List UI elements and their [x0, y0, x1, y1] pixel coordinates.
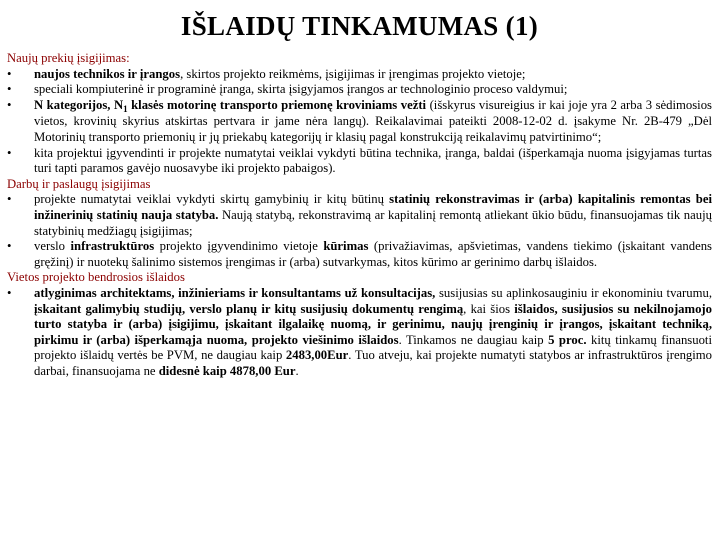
item-text: (privažiavimas, apšvietimas, vandens tiekimo (įskaitant vandens gręžinį) ir nuotekų šalinimo sistemos įrengimas ir (arba) sutvarkymas, kitos kūrimo ar gerinimo darbų išlaidos.: [34, 239, 712, 269]
bullet-icon: •: [7, 285, 12, 300]
section-heading: Naujų prekių įsigijimas:: [7, 51, 130, 65]
bold-text: infrastruktūros: [70, 239, 155, 254]
bullet-item: [7, 67, 712, 83]
item-text: verslo: [34, 239, 71, 254]
item-text: speciali kompiuterinė ir programinė įranga, skirta įsigyjamos įrangos ar technologinio proceso valdymui;: [34, 82, 568, 97]
bullet-icon: •: [7, 82, 12, 97]
bullet-icon: •: [7, 66, 12, 81]
bold-text: klasės motorinę transporto priemonę kroviniams vežti: [127, 97, 427, 112]
item-text: , skirtos projekto reikmėms, įsigijimas ir įrengimas projekto vietoje;: [180, 66, 526, 81]
item-text: . Tinkamos ne daugiau kaip: [398, 332, 549, 347]
item-text: Naują statybą, rekonstravimą ar kapitalinį remontą atliekant ūkio būdu, finansuojamas tik naujų statybinių medžiagų įsigijimas;: [34, 207, 712, 238]
item-text: kitų tinkamų finansuoti projekto išlaidų vertės be PVM, ne daugiau kaip: [34, 332, 712, 363]
item-text: kita projektui įgyvendinti ir projekte numatytai veiklai vykdyti būtina technika, įranga, baldai (išperkamąja nuoma įsigyjamas turtas turi tapti paramos gavėjo nuosavybe iki projekto pabaigos).: [34, 145, 712, 176]
item-text: projekto įgyvendinimo vietoje: [154, 239, 324, 254]
subscript-text: 1: [123, 103, 128, 114]
bullet-item: [7, 146, 712, 177]
item-text: .: [295, 363, 299, 378]
bold-text: N kategorijos, N: [34, 97, 124, 112]
bold-text: 2483,00Eur: [285, 348, 349, 363]
bullet-item: [7, 239, 712, 270]
bullet-icon: •: [7, 145, 12, 160]
section-heading: Darbų ir paslaugų įsigijimas: [7, 176, 151, 191]
bold-text: įskaitant galimybių studijų, verslo planų ir kitų susijusių dokumentų rengimą: [34, 301, 464, 316]
bold-text: naujos technikos ir įrangos: [34, 66, 181, 81]
item-text: susijusias su aplinkosauginiu ir ekonominiu tvarumu,: [435, 285, 712, 300]
bullet-item: [7, 98, 712, 146]
bold-text: atlyginimas architektams, inžinieriams ir konsultantams už konsultacijas,: [34, 285, 436, 300]
section-heading: Vietos projekto bendrosios išlaidos: [7, 270, 185, 285]
item-text: . Tuo atveju, kai projekte numatyti statybos ar infrastruktūros įrengimo darbai, finansuojama ne: [34, 348, 712, 378]
bold-text: kūrimas: [323, 239, 369, 254]
bullet-icon: •: [7, 239, 12, 254]
bullet-icon: •: [7, 192, 12, 207]
bold-text: statinių rekonstravimas ir (arba) kapitalinis remontas bei inžinerinių statinių nauja statyba.: [34, 192, 712, 222]
item-text: (išskyrus visureigius ir kai joje yra 2 arba 3 sėdimosios vietos, krovinių skyrius atskirtas pertvara ir jame nėra langų). Reikalavimai pateikti 2008-12-02 d. įsakyme Nr. 2B-479 „Dėl Motorinių transporto priemonių ir jų priekabų kategorijų ir klasių pagal konstrukciją reikalavimų patvirtinimo“;: [34, 97, 712, 144]
bold-text: didesnė kaip 4878,00 Eur: [158, 363, 296, 378]
item-text: projekte numatytai veiklai vykdyti skirtų gamybinių ir kitų būtinų: [34, 192, 390, 207]
slide-content: [7, 51, 712, 379]
bullet-icon: •: [7, 97, 12, 112]
bullet-item: [7, 286, 712, 380]
bold-text: 5 proc.: [548, 332, 587, 347]
bold-text: išlaidos, susijusios su nekilnojamojo turto statyba ir (arba) įsigijimu, įskaitant ilgalaikę nuomą, ir gerinimu, naujų įrenginių ir įrangos, įskaitant techniką, pirkimu ir (arba) išperkamąja nuoma, projekto viešinimo išlaidos: [34, 301, 712, 347]
item-text: , kai šios: [463, 301, 515, 316]
page-title: IŠLAIDŲ TINKAMUMAS (1): [180, 11, 539, 41]
bullet-item: [7, 82, 712, 98]
bullet-item: [7, 192, 712, 239]
